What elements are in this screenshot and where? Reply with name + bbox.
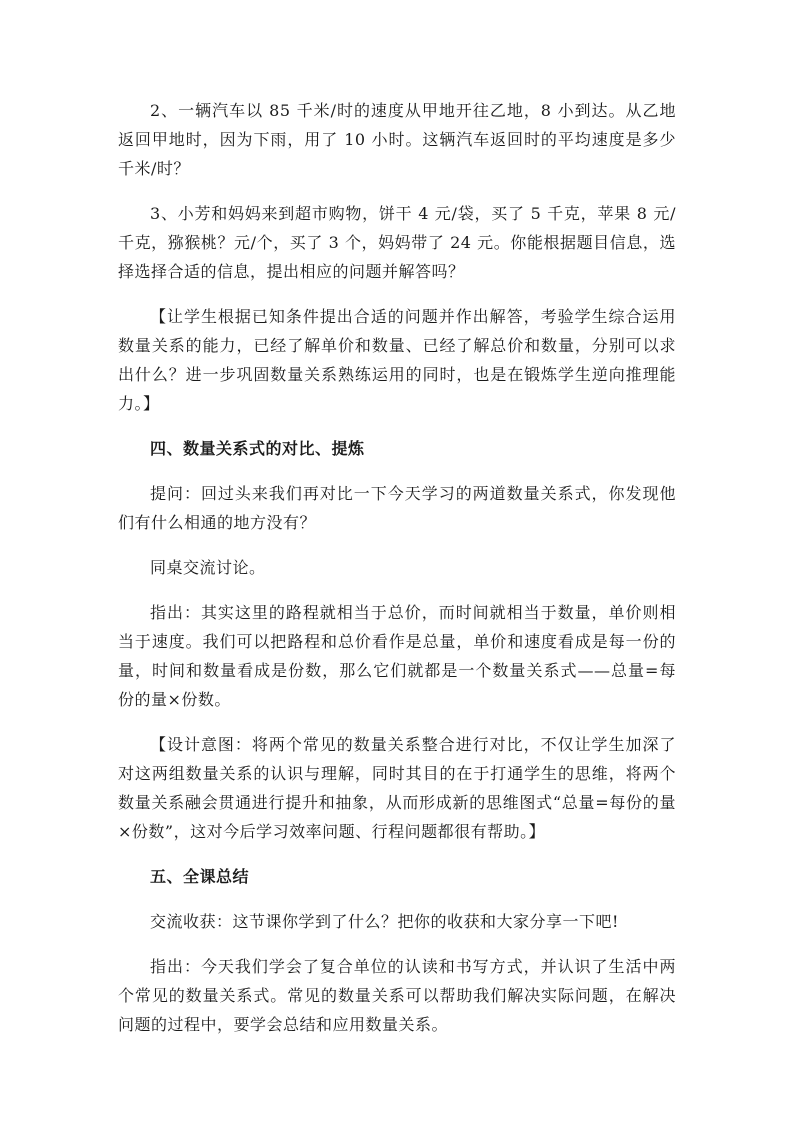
teaching-note-paragraph: 【让学生根据已知条件提出合适的问题并作出解答，考验学生综合运用数量关系的能力，已经了解单价和数量、已经了解总价和数量，分别可以求出什么？进一步巩固数量关系熟练运用的同时，也是在锻炼学生逆向推理能力。】 <box>118 307 676 413</box>
explanation-paragraph: 指出：其实这里的路程就相当于总价，而时间就相当于数量，单价则相当于速度。我们可以把路程和总价看作是总量，单价和速度看成是每一份的量，时间和数量看成是份数，那么它们就都是一个数量关系式——总量=每份的量×份数。 <box>118 603 676 709</box>
section-4-heading: 四、数量关系式的对比、提炼 <box>150 439 365 458</box>
summary-paragraph: 指出：今天我们学会了复合单位的认读和书写方式，并认识了生活中两个常见的数量关系式。常见的数量关系可以帮助我们解决实际问题，在解决问题的过程中，要学会总结和应用数量关系。 <box>118 957 676 1034</box>
design-intent-paragraph: 【设计意图：将两个常见的数量关系整合进行对比，不仅让学生加深了对这两组数量关系的认识与理解，同时其目的在于打通学生的思维，将两个数量关系融会贯通进行提升和抽象，从而形成新的思维图式“总量=每份的量×份数”，这对今后学习效率问题、行程问题都很有帮助。】 <box>118 735 676 841</box>
problem-3-paragraph: 3、小芳和妈妈来到超市购物，饼干 4 元/袋，买了 5 千克，苹果 8 元/千克，猕猴桃？元/个，买了 3 个，妈妈带了 24 元。你能根据题目信息，选择选择合适的信息，提出相应的问题并解答吗？ <box>118 204 676 281</box>
problem-2-paragraph: 2、一辆汽车以 85 千米/时的速度从甲地开往乙地，8 小到达。从乙地返回甲地时，因为下雨，用了 10 小时。这辆汽车返回时的平均速度是多少千米/时？ <box>118 101 676 178</box>
question-paragraph: 提问：回过头来我们再对比一下今天学习的两道数量关系式，你发现他们有什么相通的地方没有？ <box>118 484 676 532</box>
sharing-paragraph: 交流收获：这节课你学到了什么？把你的收获和大家分享一下吧! <box>150 912 619 931</box>
discussion-paragraph: 同桌交流讨论。 <box>150 558 266 577</box>
section-5-heading: 五、全课总结 <box>150 867 250 886</box>
